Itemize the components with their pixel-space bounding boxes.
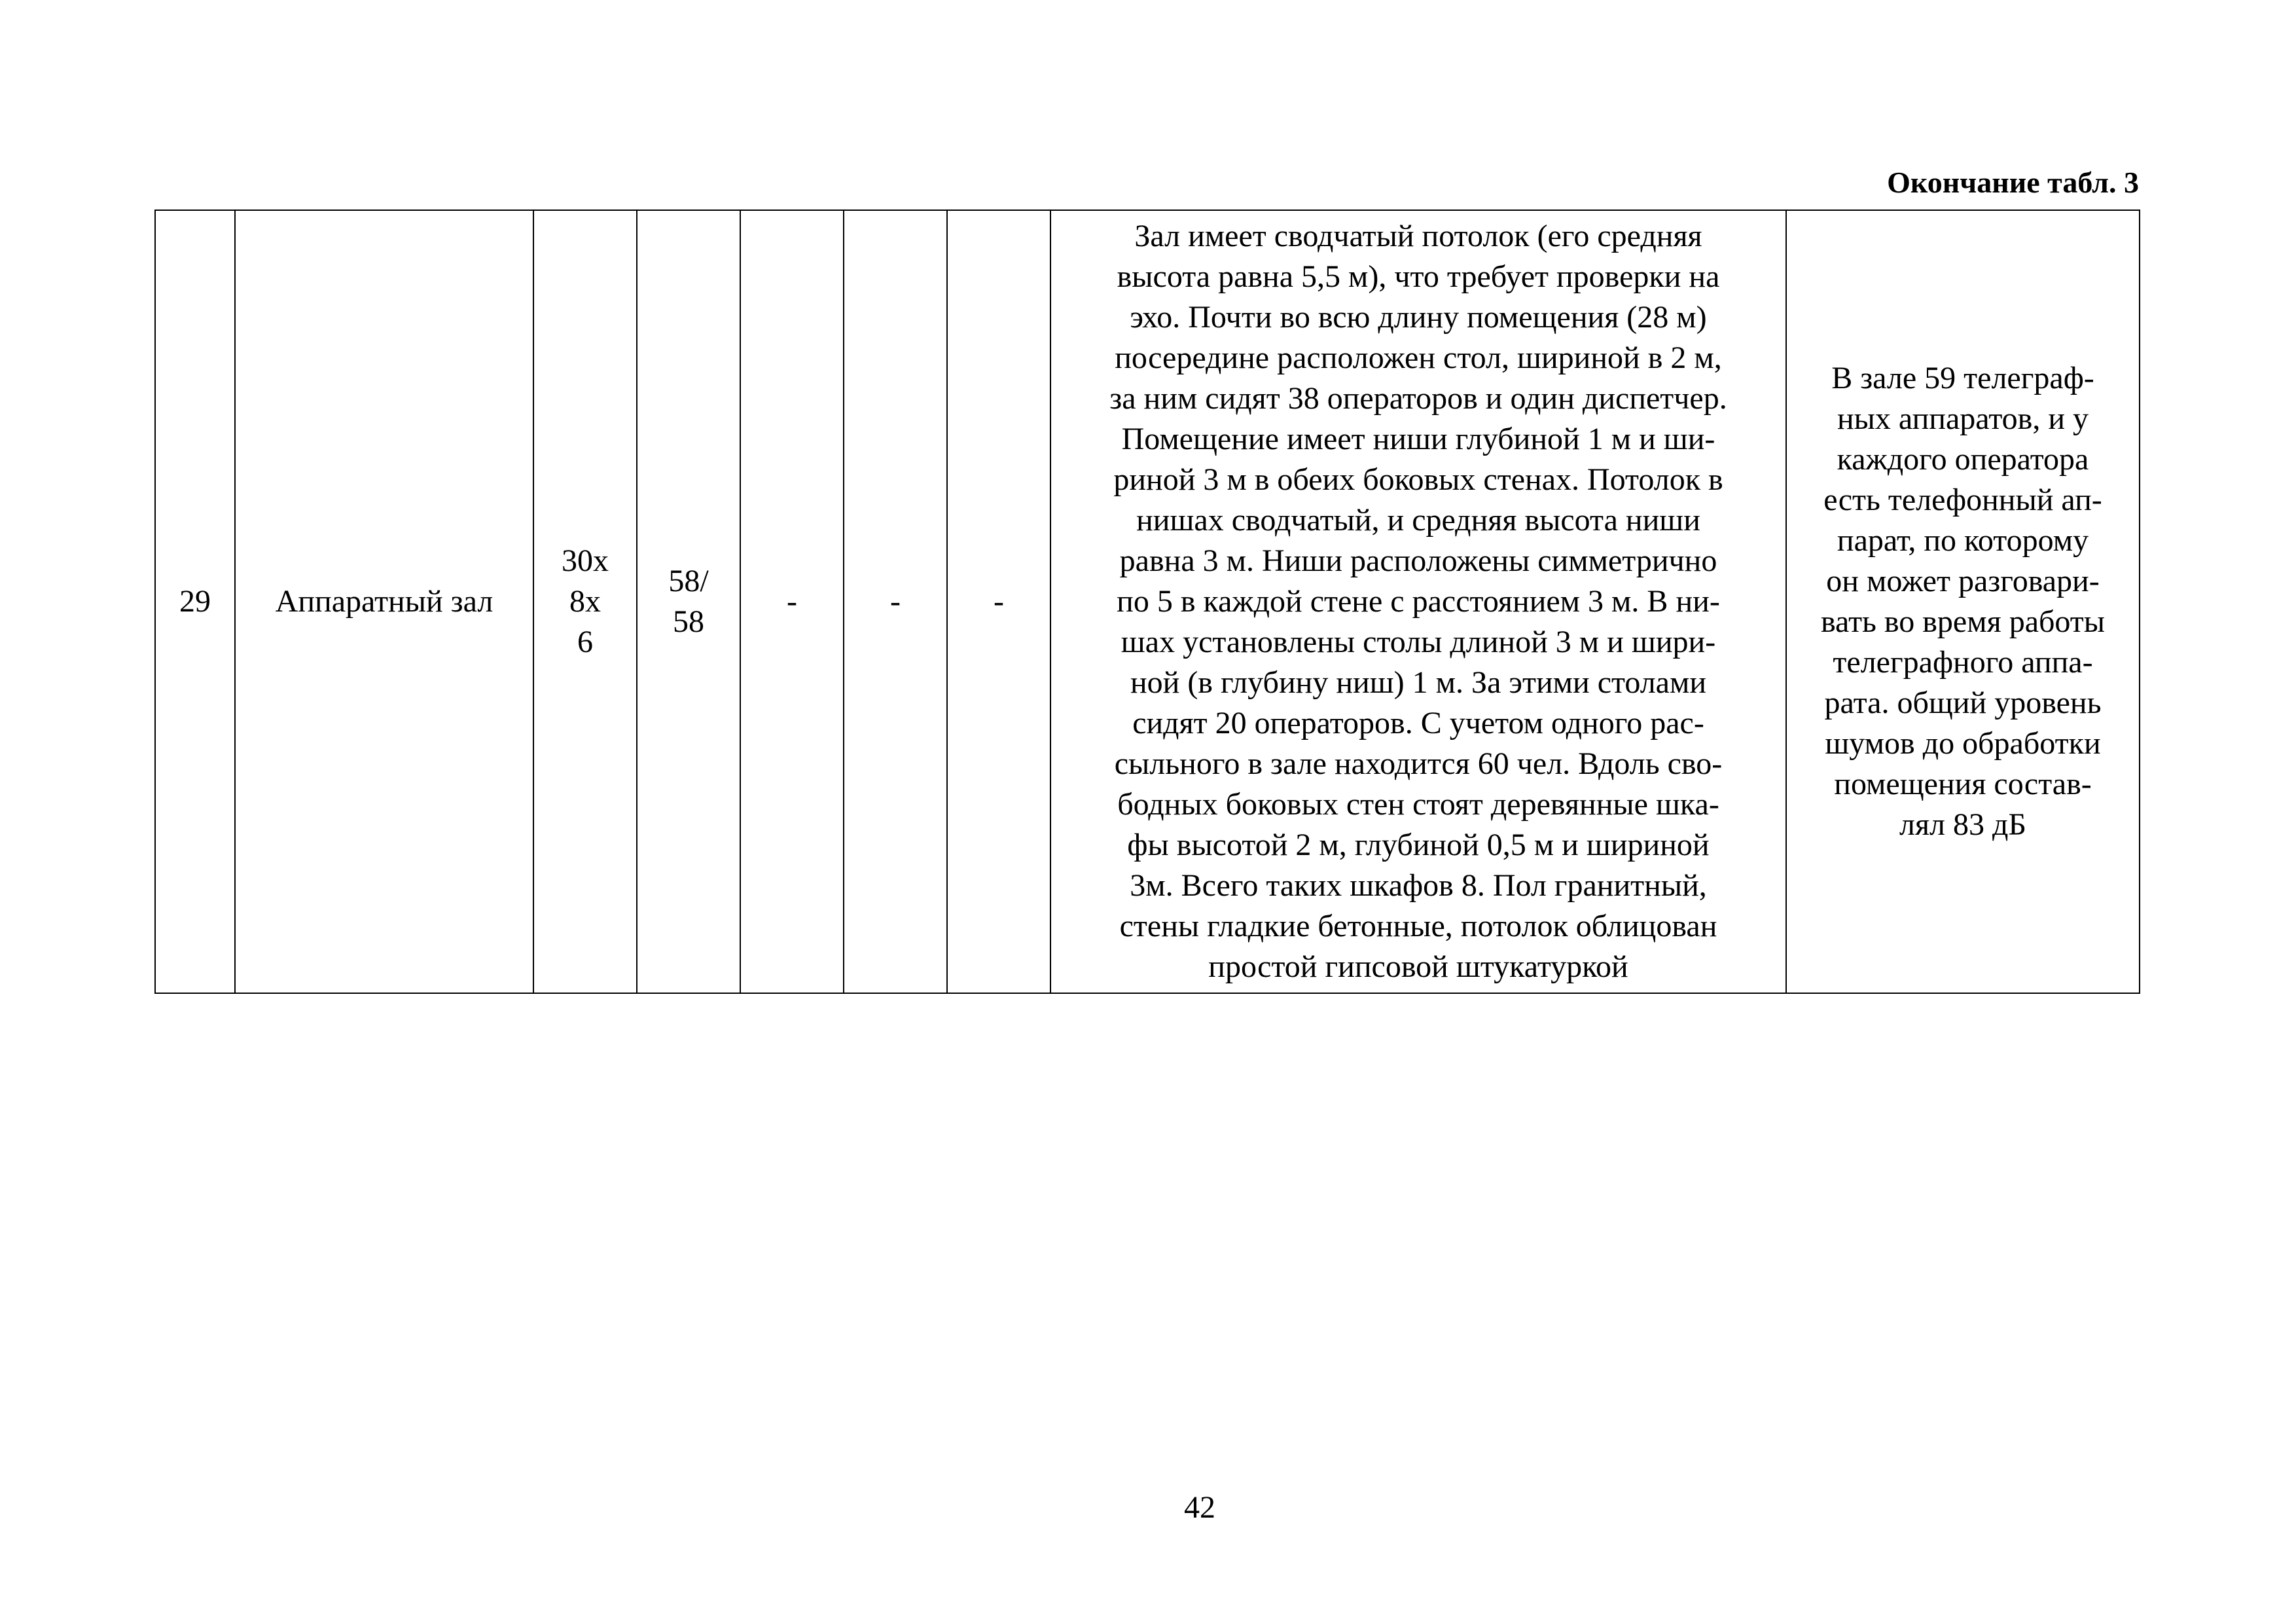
table-row [155,210,2140,993]
note-line: помещения состав- [1834,767,2092,801]
ratio-line: 58 [673,604,704,639]
description-line: Помещение имеет ниши глубиной 1 м и ши- [1121,422,1715,456]
description-line: посередине расположен стол, шириной в 2 м, [1115,340,1722,375]
note-line: шумов до обработки [1825,726,2101,761]
dimensions-line: 6 [577,625,593,659]
description-line: нишах сводчатый, и средняя высота ниши [1136,503,1700,538]
description-line: за ним сидят 38 операторов и один диспетчер. [1109,381,1727,416]
description-line: Зал имеет сводчатый потолок (его средняя [1134,219,1702,253]
description-line: ной (в глубину ниш) 1 м. За этими столами [1130,665,1707,700]
data-table [154,210,2140,994]
note-line: каждого оператора [1837,442,2089,477]
description-line: высота равна 5,5 м), что требует проверки на [1117,259,1720,294]
cell-people-ratio [637,210,740,993]
note-line: телеграфного аппа- [1833,645,2093,680]
ratio-line: 58/ [668,564,709,598]
description-line: по 5 в каждой стене с расстоянием 3 м. В ни- [1117,584,1720,619]
description-line: фы высотой 2 м, глубиной 0,5 м и шириной [1127,828,1710,862]
cell-empty-dash: - [740,210,844,993]
description-line: равна 3 м. Ниши расположены симметрично [1119,543,1717,578]
cell-room-dimensions [533,210,637,993]
description-line: 3м. Всего таких шкафов 8. Пол гранитный, [1130,868,1707,903]
note-line: есть телефонный ап- [1823,483,2102,517]
description-line: сыльного в зале находится 60 чел. Вдоль сво- [1114,746,1723,781]
description-line: стены гладкие бетонные, потолок облицован [1119,909,1717,943]
dimensions-line: 8х [569,584,601,619]
cell-empty-dash: - [947,210,1050,993]
page-number: 42 [1184,1490,1215,1525]
description-line: шах установлены столы длиной 3 м и шири- [1121,625,1716,659]
note-line: В зале 59 телеграф- [1831,361,2094,395]
note-line: рата. общий уровень [1824,685,2102,720]
note-line: вать во время работы [1820,604,2106,639]
cell-noise-note [1786,210,2140,993]
note-line: парат, по которому [1837,523,2089,558]
cell-row-number: 29 [155,210,235,993]
table-caption: Окончание табл. 3 [1887,166,2139,199]
dimensions-line: 30х [562,543,609,578]
description-line: сидят 20 операторов. С учетом одного рас- [1132,706,1704,740]
cell-empty-dash: - [844,210,947,993]
cell-room-description [1050,210,1786,993]
note-line: он может разговари- [1826,564,2100,598]
description-line: риной 3 м в обеих боковых стенах. Потолок в [1113,462,1723,497]
note-line: ных аппаратов, и у [1837,401,2089,436]
description-line: простой гипсовой штукатуркой [1208,949,1628,984]
cell-room-name: Аппаратный зал [235,210,533,993]
description-line: эхо. Почти во всю длину помещения (28 м) [1130,300,1707,335]
note-line: лял 83 дБ [1899,807,2026,842]
description-line: бодных боковых стен стоят деревянные шка- [1117,787,1719,822]
